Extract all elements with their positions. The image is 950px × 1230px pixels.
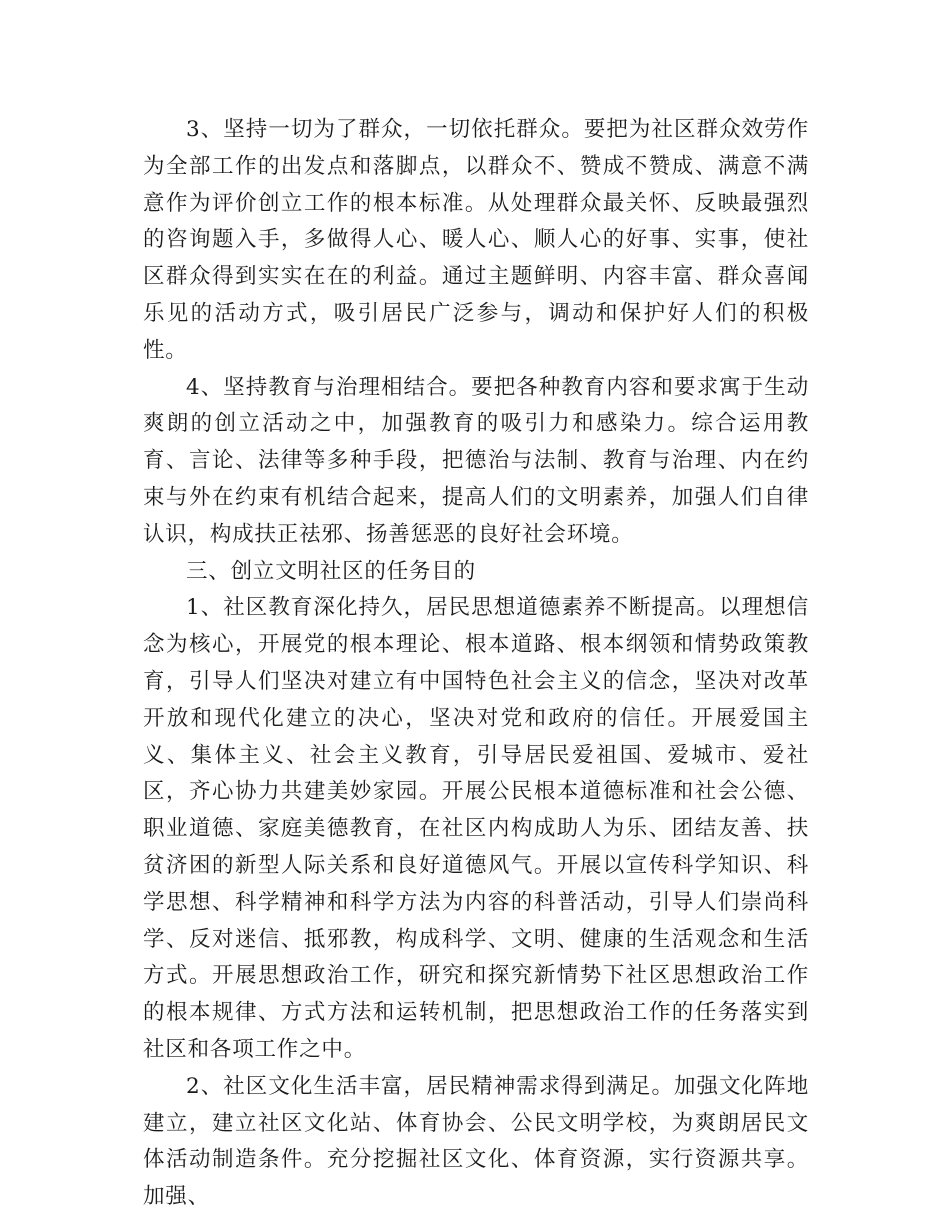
section-heading-tasks: 三、创立文明社区的任务目的 xyxy=(186,558,476,584)
paragraph-principle-4: 4、坚持教育与治理相结合。要把各种教育内容和要求寓于生动爽朗的创立活动之中，加强教育的吸引力和感染力。综合运用教育、言论、法律等多种手段，把德治与法制、教育与治理、内在约束与外在约束有机结合起来，提高人们的文明素养，加强人们自律认识，构成扶正祛邪、扬善惩恶的良好社会环境。 xyxy=(143,374,809,547)
document-page xyxy=(143,112,809,1216)
paragraph-principle-3: 3、坚持一切为了群众，一切依托群众。要把为社区群众效劳作为全部工作的出发点和落脚点，以群众不、赞成不赞成、满意不满意作为评价创立工作的根本标准。从处理群众最关怀、反映最强烈的咨询题入手，多做得人心、暖人心、顺人心的好事、实事，使社区群众得到实实在在的利益。通过主题鲜明、内容丰富、群众喜闻乐见的活动方式，吸引居民广泛参与，调动和保护好人们的积极性。 xyxy=(143,117,809,363)
paragraph-task-1: 1、社区教育深化持久，居民思想道德素养不断提高。以理想信念为核心，开展党的根本理论、根本道路、根本纲领和情势政策教育，引导人们坚决对建立有中国特色社会主义的信念，坚决对改革开放和现代化建立的决心，坚决对党和政府的信任。开展爱国主义、集体主义、社会主义教育，引导居民爱祖国、爱城市、爱社区，齐心协力共建美妙家园。开展公民根本道德标准和社会公德、职业道德、家庭美德教育，在社区内构成助人为乐、团结友善、扶贫济困的新型人际关系和良好道德风气。开展以宣传科学知识、科学思想、科学精神和科学方法为内容的科普活动，引导人们崇尚科学、反对迷信、抵邪教，构成科学、文明、健康的生活观念和生活方式。开展思想政治工作，研究和探究新情势下社区思想政治工作的根本规律、方式方法和运转机制，把思想政治工作的任务落实到社区和各项工作之中。 xyxy=(143,595,809,1062)
paragraph-task-2: 2、社区文化生活丰富，居民精神需求得到满足。加强文化阵地建立，建立社区文化站、体育协会、公民文明学校，为爽朗居民文体活动制造条件。充分挖掘社区文化、体育资源，实行资源共享。加强、 xyxy=(143,1073,809,1210)
